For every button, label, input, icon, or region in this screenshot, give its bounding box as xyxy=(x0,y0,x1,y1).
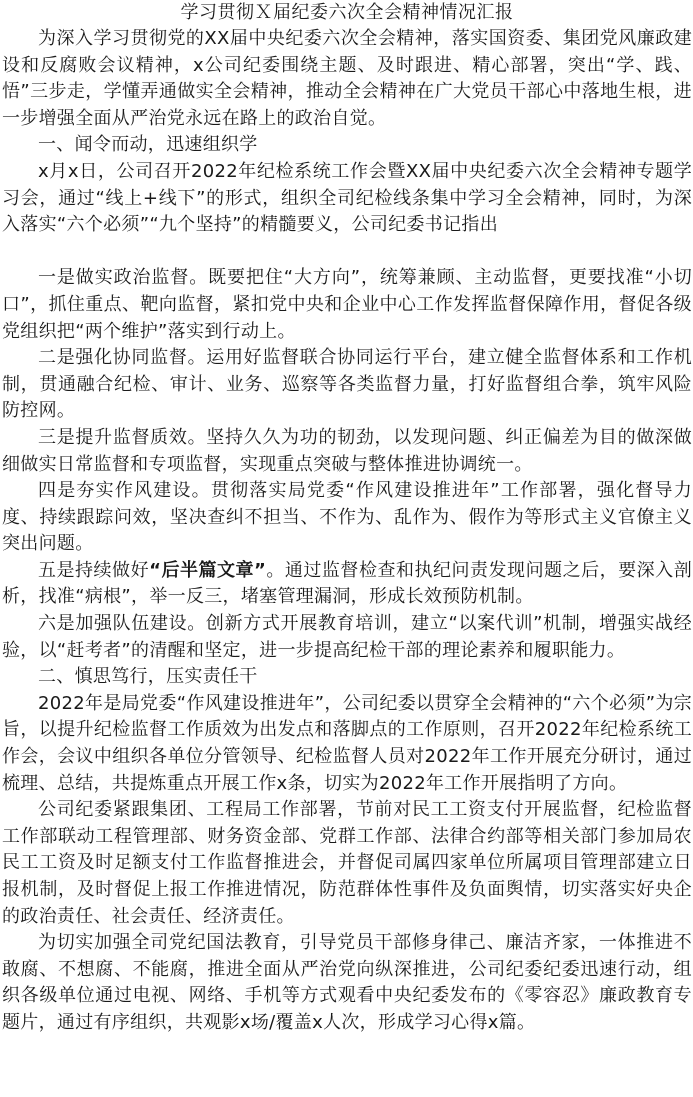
section1-paragraph: x月x日，公司召开2022年纪检系统工作会暨XX届中央纪委六次全会精神专题学习会，通过“线上+线下”的形式，组织全司纪检线条集中学习全会精神，同时，为深入落实“六个必须”“九个坚持”的精髓要义，公司纪委书记指出 xyxy=(2,160,692,236)
item5-lead: 五是持续做好 xyxy=(38,559,150,581)
list-item-political-supervision: 一是做实政治监督。既要把住“大方向”，统筹兼顾、主动监督，更要找准“小切口”，抓住重点、靶向监督，紧扣党中央和企业中心工作发挥监督保障作用，督促各级党组织把“两个维护”落实到行动上。 xyxy=(2,267,692,342)
list-item-coordinated-supervision: 二是强化协同监督。运用好监督联合协同运行平台，建立健全监督体系和工作机制，贯通融合纪检、审计、业务、巡察等各类监督力量，打好监督组合拳，筑牢风险防控网。 xyxy=(2,347,692,422)
section-heading-1: 一、闻令而动，迅速组织学 xyxy=(38,134,258,156)
list-item-supervision-quality: 三是提升监督质效。坚持久久为功的韧劲，以发现问题、纠正偏差为目的做深做细做实日常监督和专项监督，实现重点突破与整体推进协调统一。 xyxy=(2,426,692,475)
blank-line xyxy=(2,239,692,266)
list-item-follow-up xyxy=(2,558,692,611)
intro-paragraph: 为深入学习贯彻党的XX届中央纪委六次全会精神，落实国资委、集团党风廉政建设和反腐败会议精神，x公司纪委围绕主题、及时跟进、精心部署，突出“学、践、悟”三步走，学懂弄通做实全会精神，推动全会精神在广大党员干部心中落地生根，进一步增强全面从严治党永远在路上的政治自觉。 xyxy=(2,28,692,129)
section-heading-2: 二、慎思笃行，压实责任干 xyxy=(38,666,258,688)
list-item-team-building: 六是加强队伍建设。创新方式开展教育培训，建立“以案代训”机制，增强实战经验，以“赶考者”的清醒和坚定，进一步提高纪检干部的理论素养和履职能力。 xyxy=(2,613,692,661)
item5-rest: 。通过监督检查和执纪问责发现问题之后，要深入剖析，找准“病根”，举一反三，堵塞管理漏洞，形成长效预防机制。 xyxy=(2,559,692,608)
item5-quote: “后半篇文章” xyxy=(149,559,267,581)
document-title: 学习贯彻Ｘ届纪委六次全会精神情况汇报 xyxy=(180,2,514,23)
section2-paragraph-3: 为切实加强全司党纪国法教育，引导党员干部修身律己、廉洁齐家，一体推进不敢腐、不想腐、不能腐，推进全面从严治党向纵深推进，公司纪委纪委迅速行动，组织各级单位通过电视、网络、手机等方式观看中央纪委发布的《零容忍》廉政教育专题片，通过有序组织，共观影x场/覆盖x人次，形成学习心得x篇。 xyxy=(2,932,692,1033)
section2-paragraph-1: 2022年是局党委“作风建设推进年”，公司纪委以贯穿全会精神的“六个必须”为宗旨，以提升纪检监督工作质效为出发点和落脚点的工作原则，召开2022年纪检系统工作会，会议中组织各单位分管领导、纪检监督人员对2022年工作开展充分研讨，通过梳理、总结，共提炼重点开展工作x条，切实为2022年工作开展指明了方向。 xyxy=(2,692,692,794)
document xyxy=(2,0,692,1037)
list-item-work-style: 四是夯实作风建设。贯彻落实局党委“作风建设推进年”工作部署，强化督导力度、持续跟踪问效，坚决查纠不担当、不作为、乱作为、假作为等形式主义官僚主义突出问题。 xyxy=(2,480,692,555)
section2-paragraph-2: 公司纪委紧跟集团、工程局工作部署，节前对民工工资支付开展监督，纪检监督工作部联动工程管理部、财务资金部、党群工作部、法律合约部等相关部门参加局农民工工资及时足额支付工作监督推进会，并督促司属四家单位所属项目管理部建立日报机制，及时督促上报工作推进情况，防范群体性事件及负面舆情，切实落实好央企的政治责任、社会责任、经济责任。 xyxy=(2,799,692,927)
